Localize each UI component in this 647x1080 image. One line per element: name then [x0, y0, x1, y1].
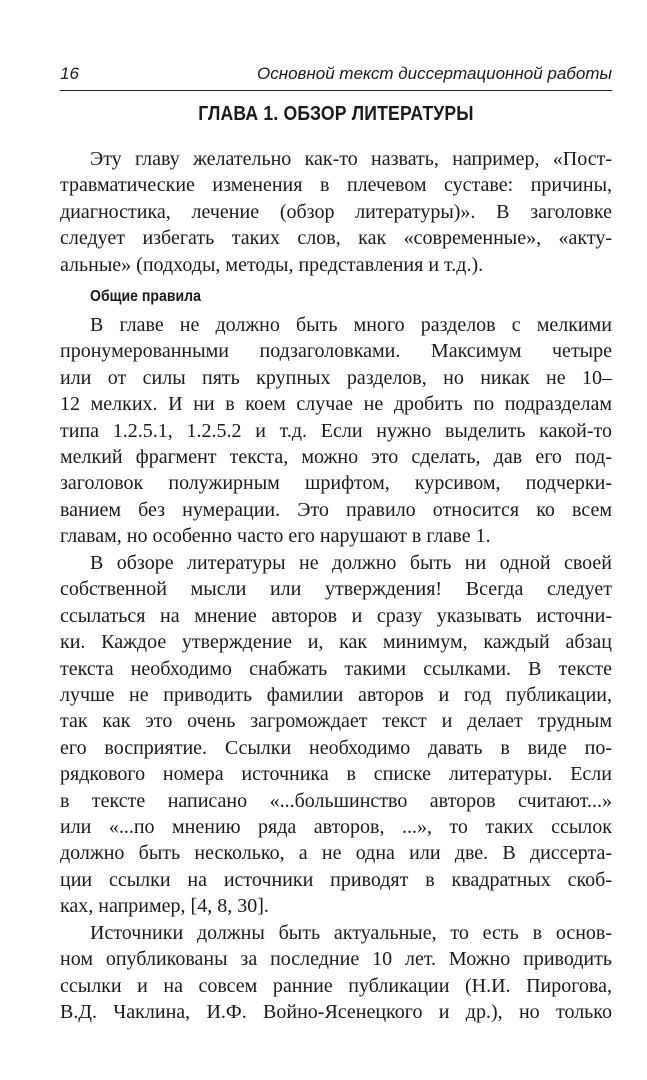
text-line: ки. Каждое утверждение и, как минимум, каждый абзац [60, 631, 612, 654]
text-line: В обзоре литературы не должно быть ни одной своей [90, 552, 612, 574]
text-line: главам, но особенно часто его нарушают в главе 1. [60, 525, 491, 548]
text-line: заголовок полужирным шрифтом, курсивом, подчерки- [60, 472, 612, 495]
text-line: мелкий фрагмент текста, можно это сделать, дав его под- [60, 445, 612, 468]
text-line: В главе не должно быть много разделов с мелкими [90, 314, 612, 336]
text-line: ции ссылки на источники приводят в квадратных скоб- [60, 868, 612, 891]
text-line: альные» (подходы, методы, представления и т.д.). [60, 253, 484, 276]
text-line: ссылки и на совсем ранние публикации (Н.И. Пирогова, [60, 974, 612, 997]
text-line: или «...по мнению ряда авторов, ...», то таких ссылок [60, 815, 612, 838]
text-line: так как это очень загромождает текст и делает трудным [60, 710, 612, 733]
text-line: текста необходимо снабжать такими ссылками. В тексте [60, 657, 612, 680]
text-line: Эту главу желательно как-то назвать, например, «Пост- [90, 148, 612, 170]
text-line: ссылаться на мнение авторов и сразу указывать источни- [60, 604, 612, 627]
text-line: диагностика, лечение (обзор литературы)». В заголовке [60, 200, 612, 223]
paragraph-3 [60, 920, 612, 1026]
intro-paragraph [60, 146, 612, 278]
text-line: Источники должны быть актуальные, то есть в основ- [90, 922, 612, 944]
chapter-title: ГЛАВА 1. ОБЗОР ЛИТЕРАТУРЫ [198, 103, 474, 125]
text-line: следует избегать таких слов, как «современные», «акту- [60, 227, 612, 250]
section-heading: Общие правила [90, 288, 201, 305]
text-line: типа 1.2.5.1, 1.2.5.2 и т.д. Если нужно выделить какой-то [60, 419, 612, 442]
text-line: пронумерованными подзаголовками. Максимум четыре [60, 340, 612, 363]
text-line: его восприятие. Ссылки необходимо давать в виде по- [60, 736, 612, 759]
text-line: 12 мелких. И ни в коем случае не дробить по подразделам [60, 393, 612, 416]
paragraph-1 [60, 312, 612, 550]
text-line: травматические изменения в плечевом суставе: причины, [60, 174, 612, 197]
running-title: Основной текст диссертационной работы [257, 64, 612, 83]
text-line: ванием без нумерации. Это правило относится ко всем [60, 498, 612, 521]
running-header [60, 62, 612, 91]
text-line: ном опубликованы за последние 10 лет. Можно приводить [60, 948, 612, 971]
text-line: лучше не приводить фамилии авторов и год публикации, [60, 683, 612, 706]
paragraph-2 [60, 550, 612, 919]
text-line: рядкового номера источника в списке литературы. Если [60, 763, 612, 786]
text-line: В.Д. Чаклина, И.Ф. Войно-Ясенецкого и др.), но только [60, 1001, 612, 1024]
text-line: в тексте написано «...большинство авторов считают...» [60, 789, 612, 812]
text-line: собственной мысли или утверждения! Всегда следует [60, 578, 612, 601]
text-line: или от силы пять крупных разделов, но никак не 10– [60, 366, 612, 389]
text-line: ках, например, [4, 8, 30]. [60, 895, 269, 918]
text-line: должно быть несколько, а не одна или две. В диссерта- [60, 842, 612, 865]
page-number: 16 [60, 64, 79, 83]
